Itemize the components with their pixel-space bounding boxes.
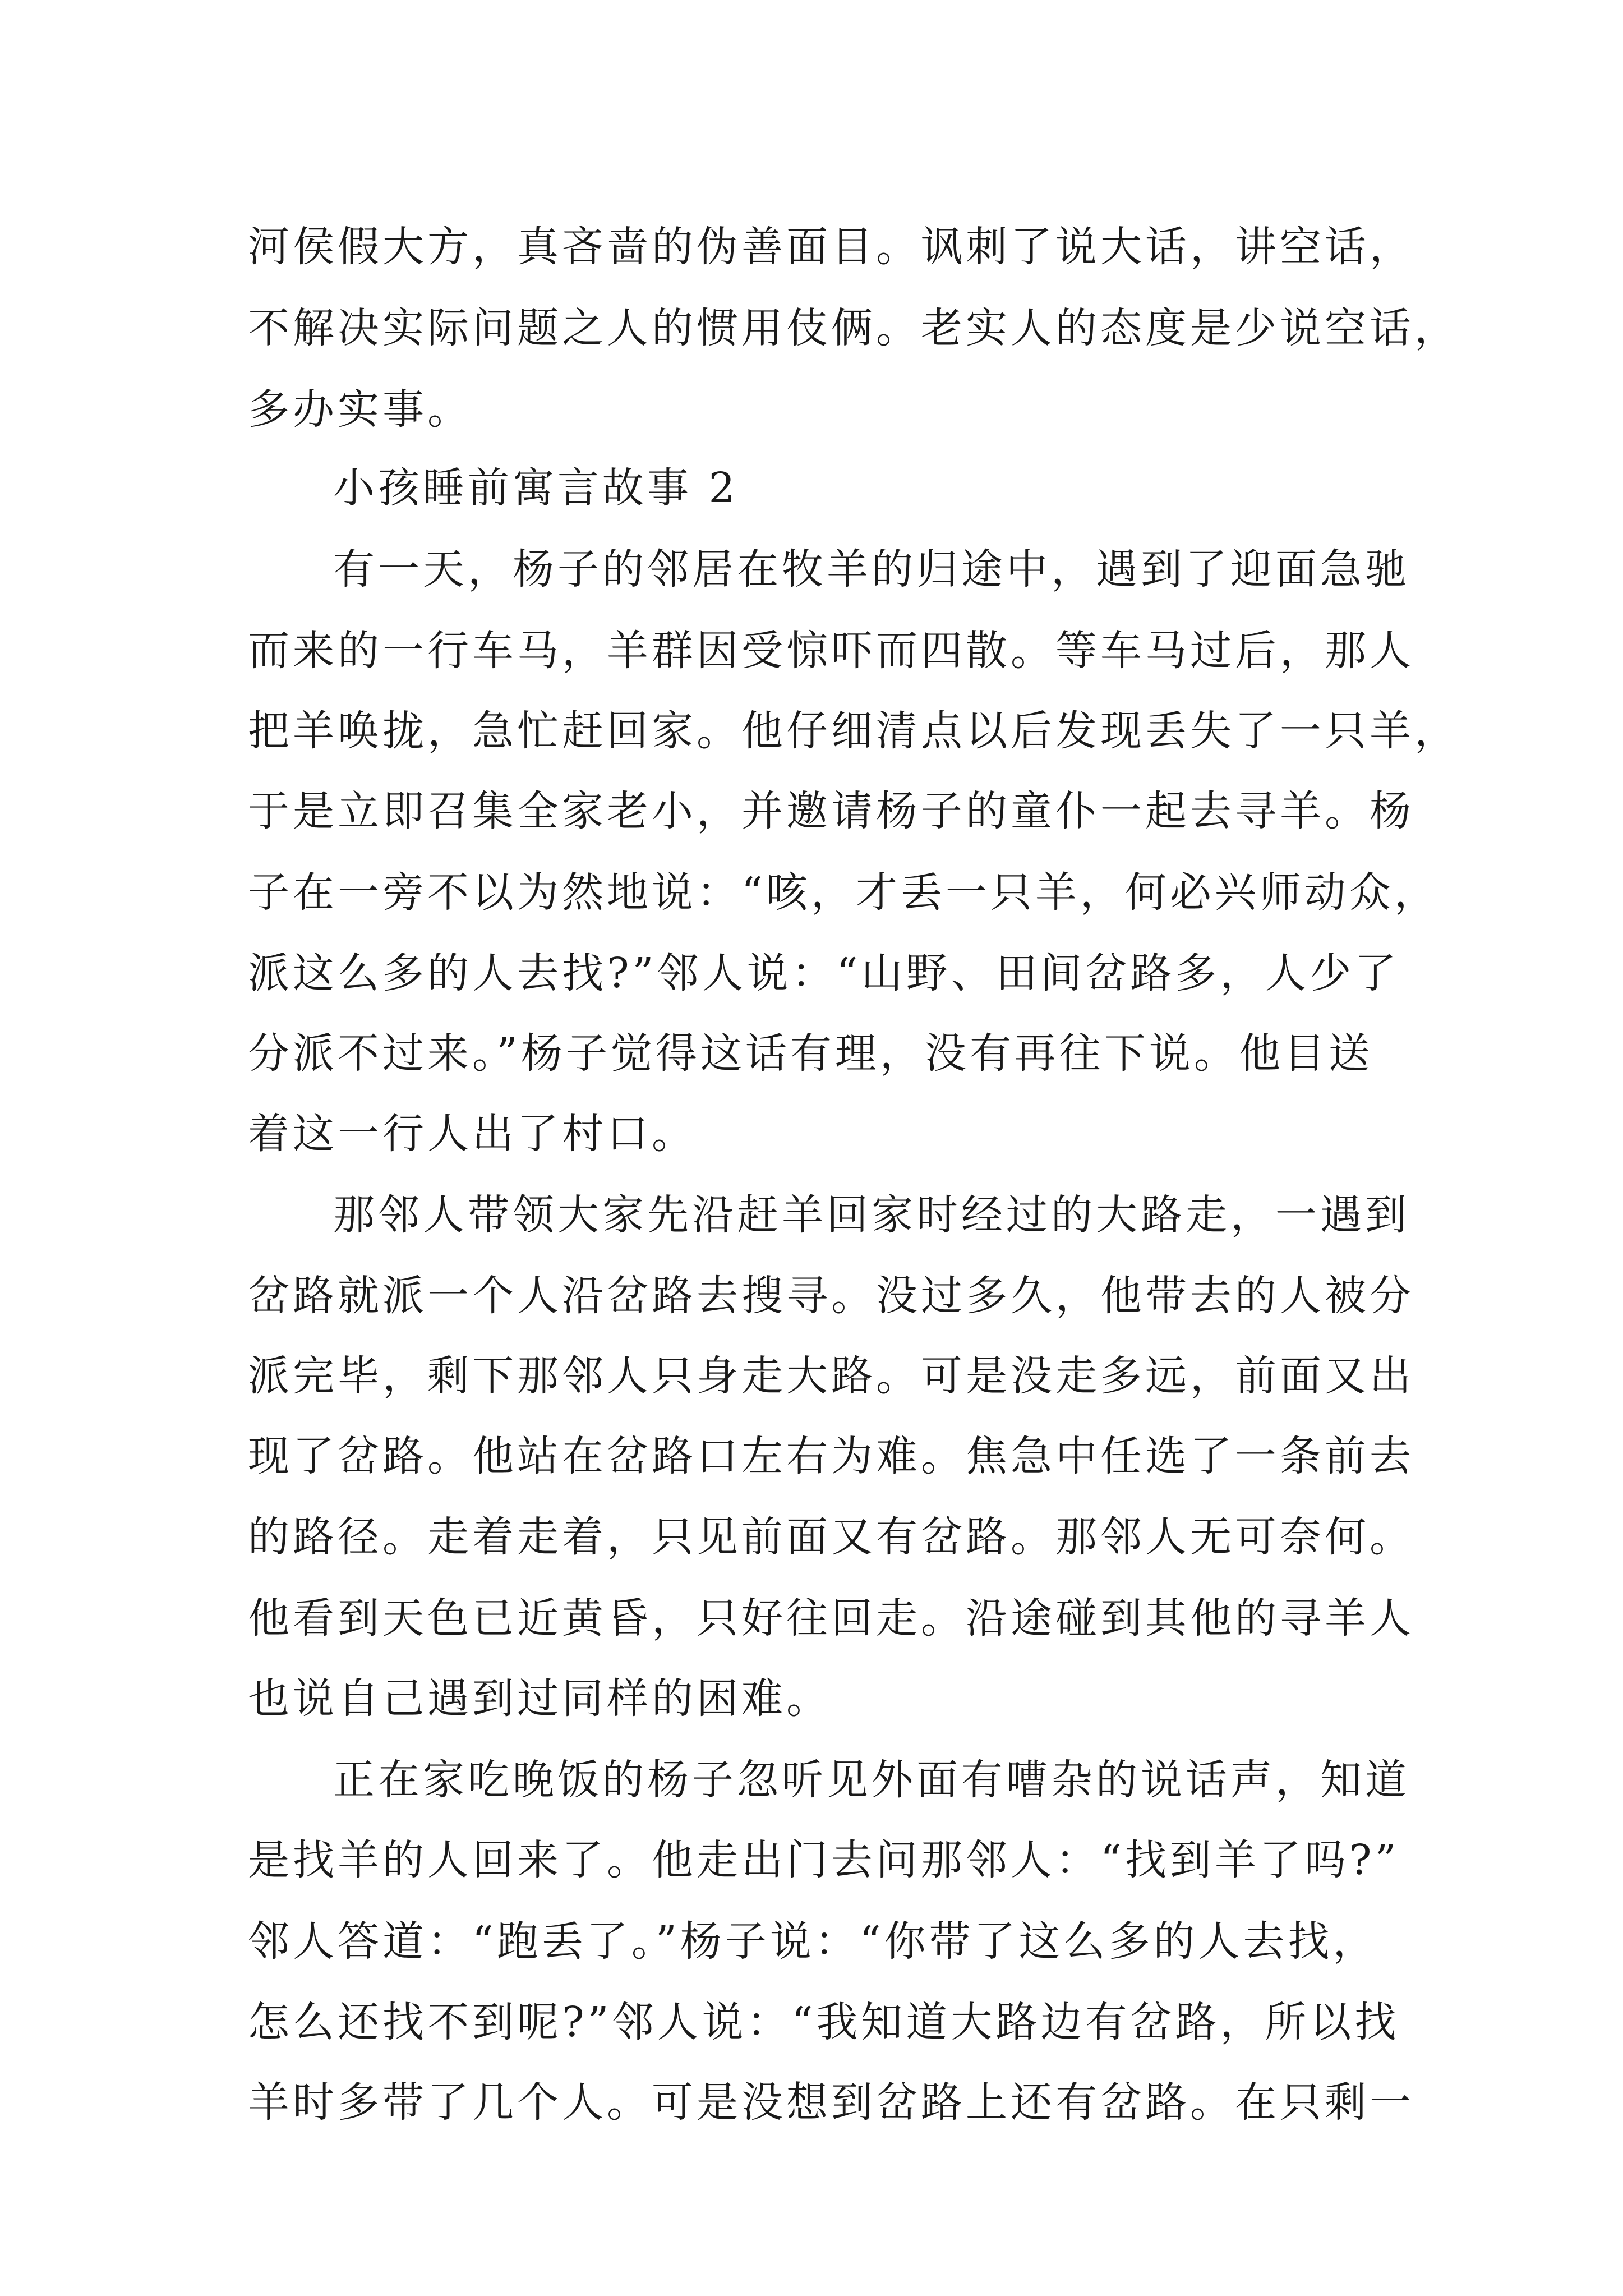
paragraph-line: 派这么多的人去找?”邻人说：“山野、田间岔路多，人少了	[248, 949, 1400, 997]
paragraph-line: 那邻人带领大家先沿赶羊回家时经过的大路走，一遇到	[333, 1191, 1410, 1239]
paragraph-line: 河侯假大方，真吝啬的伪善面目。讽刺了说大话，讲空话，	[248, 223, 1414, 271]
paragraph-line: 子在一旁不以为然地说：“咳，才丢一只羊，何必兴师动众，	[248, 868, 1439, 917]
paragraph-line: 现了岔路。他站在岔路口左右为难。焦急中任选了一条前去	[248, 1432, 1414, 1480]
paragraph-line: 羊时多带了几个人。可是没想到岔路上还有岔路。在只剩一	[248, 2078, 1414, 2127]
paragraph-line: 把羊唤拢，急忙赶回家。他仔细清点以后发现丢失了一只羊，	[248, 707, 1459, 755]
paragraph-line: 于是立即召集全家老小，并邀请杨子的童仆一起去寻羊。杨	[248, 787, 1414, 835]
paragraph-line: 正在家吃晚饭的杨子忽听见外面有嘈杂的说话声，知道	[333, 1756, 1410, 1804]
paragraph-line: 而来的一行车马，羊群因受惊吓而四散。等车马过后，那人	[248, 627, 1414, 675]
paragraph-line: 也说自己遇到过同样的困难。	[248, 1674, 831, 1723]
paragraph-line: 岔路就派一个人沿岔路去搜寻。没过多久，他带去的人被分	[248, 1272, 1414, 1320]
paragraph-line: 的路径。走着走着，只见前面又有岔路。那邻人无可奈何。	[248, 1513, 1414, 1561]
paragraph-line: 邻人答道：“跑丢了。”杨子说：“你带了这么多的人去找，	[248, 1917, 1378, 1966]
section-heading: 小孩睡前寓言故事 2	[333, 464, 739, 512]
paragraph-line: 不解决实际问题之人的惯用伎俩。老实人的态度是少说空话，	[248, 304, 1459, 352]
paragraph-line: 分派不过来。”杨子觉得这话有理，没有再往下说。他目送	[248, 1029, 1373, 1078]
paragraph-line: 着这一行人出了村口。	[248, 1110, 697, 1158]
paragraph-line: 怎么还找不到呢?”邻人说：“我知道大路边有岔路，所以找	[248, 1998, 1400, 2046]
paragraph-line: 派完毕，剩下那邻人只身走大路。可是没走多远，前面又出	[248, 1352, 1414, 1400]
paragraph-line: 有一天，杨子的邻居在牧羊的归途中，遇到了迎面急驰	[333, 545, 1410, 593]
paragraph-line: 是找羊的人回来了。他走出门去问那邻人：“找到羊了吗?”	[248, 1836, 1400, 1884]
paragraph-line: 多办实事。	[248, 385, 472, 434]
paragraph-line: 他看到天色已近黄昏，只好往回走。沿途碰到其他的寻羊人	[248, 1594, 1414, 1642]
